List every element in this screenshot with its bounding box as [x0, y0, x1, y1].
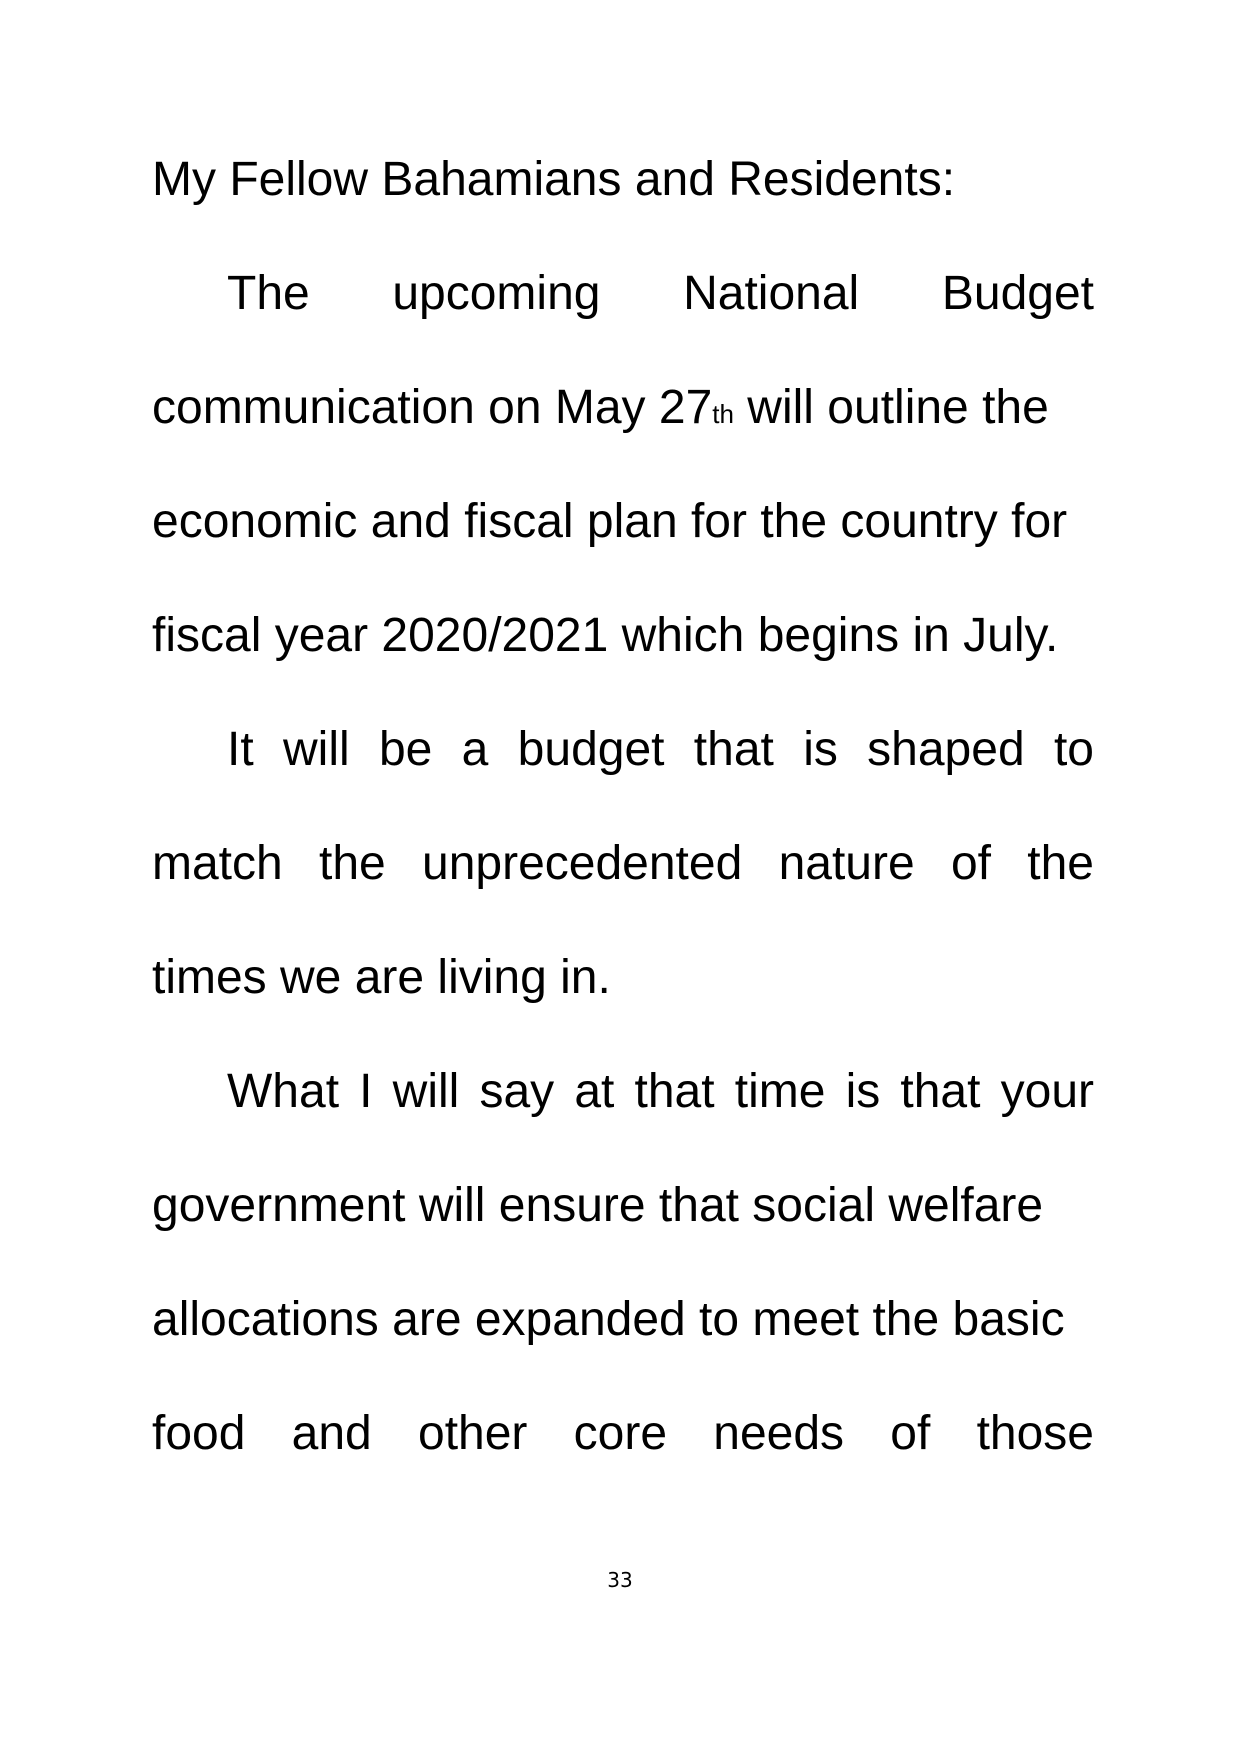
paragraph-2-line-3: times we are living in. [152, 951, 611, 1004]
line-text-part: communication on May 27 [152, 381, 713, 434]
ordinal-suffix: th [712, 399, 734, 429]
paragraph-1-line-4: fiscal year 2020/2021 which begins in July. [152, 609, 1059, 662]
paragraph-3-line-2: government will ensure that social welfare [152, 1179, 1044, 1232]
line-text-part: will outline the [733, 381, 1049, 434]
page-number: 33 [607, 1568, 633, 1592]
paragraph-1-line-1: The upcoming National Budget [227, 267, 1094, 320]
paragraph-1-line-2 [152, 380, 1094, 442]
paragraph-2-line-1: It will be a budget that is shaped to [227, 723, 1094, 776]
paragraph-3-line-3: allocations are expanded to meet the basic [152, 1293, 1065, 1346]
salutation: My Fellow Bahamians and Residents: [152, 153, 956, 206]
paragraph-2-line-2: match the unprecedented nature of the [152, 837, 1094, 890]
paragraph-3-line-4: food and other core needs of those [152, 1407, 1094, 1460]
paragraph-3-line-1: What I will say at that time is that your [227, 1065, 1094, 1118]
paragraph-1-line-3: economic and fiscal plan for the country for [152, 495, 1068, 548]
